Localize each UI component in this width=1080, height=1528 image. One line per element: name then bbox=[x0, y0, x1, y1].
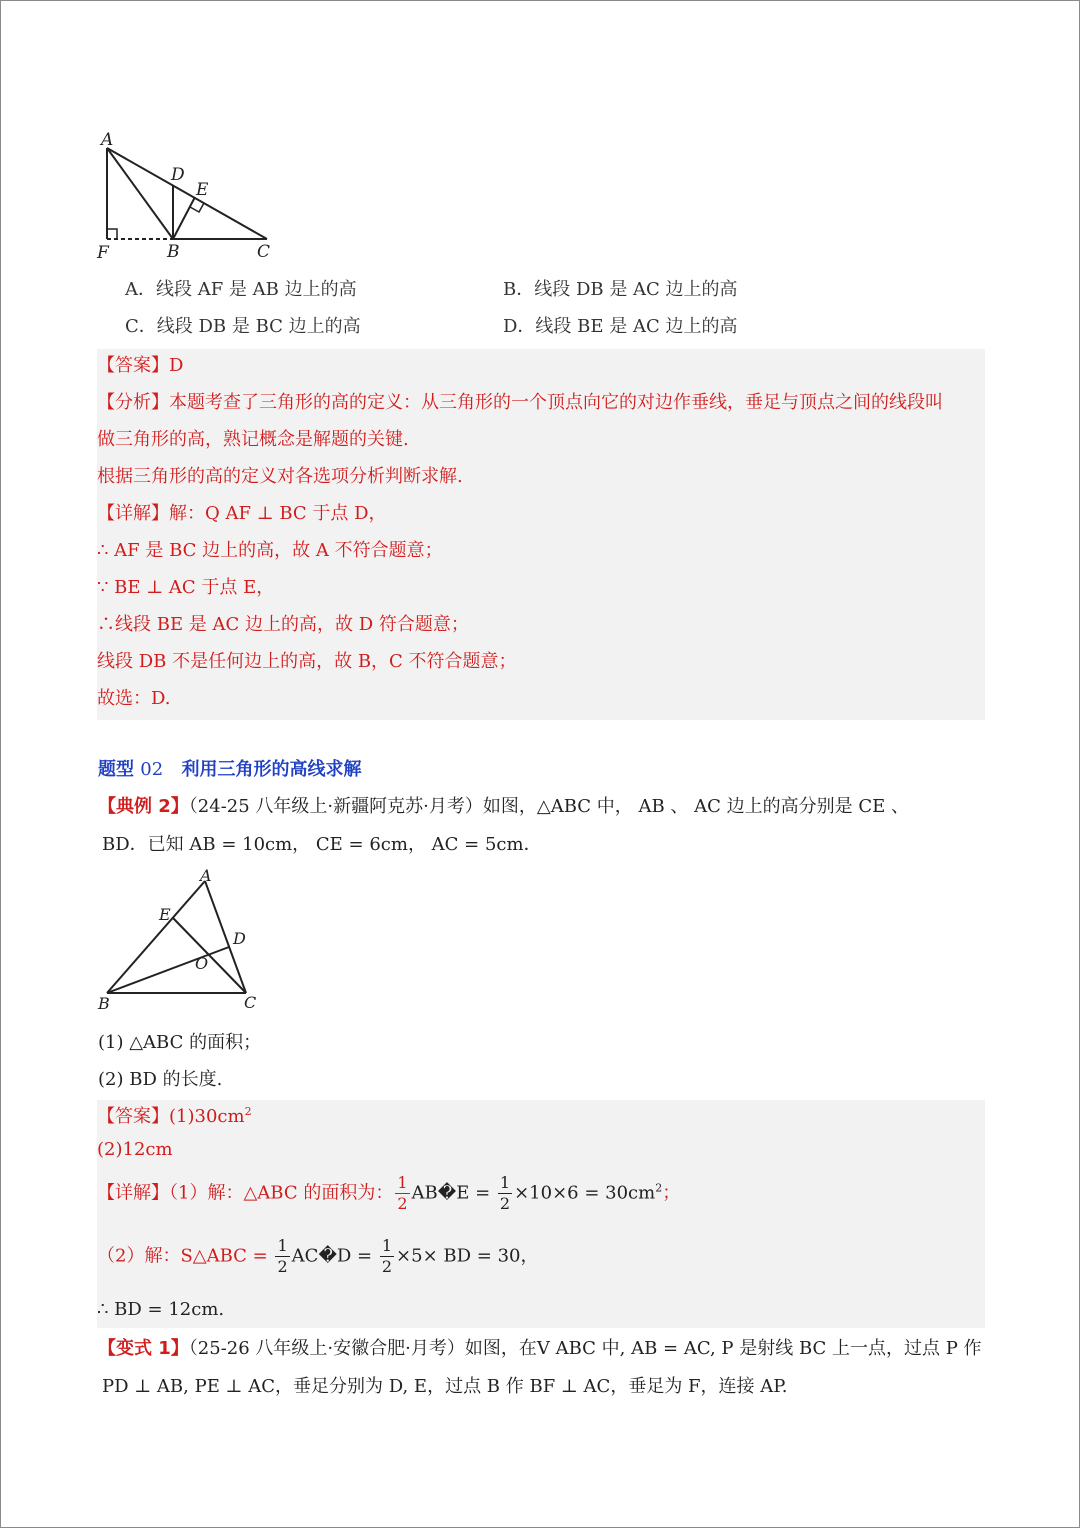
option-b: B．线段 DB 是 AC 边上的高 bbox=[503, 279, 738, 300]
detail-line: ∵ BE ⊥ AC 于点 E， bbox=[97, 577, 275, 598]
fig1-label-A: A bbox=[101, 130, 114, 150]
fig1-label-C: C bbox=[257, 242, 271, 262]
answer-line: 【答案】D bbox=[97, 355, 184, 376]
fig1-label-D: D bbox=[171, 165, 185, 185]
answer-box-1 bbox=[97, 349, 985, 720]
detail-line: ∴ AF 是 BC 边上的高，故 A 不符合题意； bbox=[97, 540, 443, 561]
variant1-tag: 【变式 1】 bbox=[98, 1338, 189, 1359]
detail-line: ∴线段 BE 是 AC 边上的高，故 D 符合题意； bbox=[97, 614, 469, 635]
answer-box-2 bbox=[97, 1100, 985, 1328]
fraction-denominator: 2 bbox=[397, 1194, 408, 1213]
detail2-prefix1: 【详解】（1）解：△ABC 的面积为： bbox=[97, 1182, 394, 1204]
example2-tag: 【典例 2】 bbox=[98, 796, 189, 817]
detail2-expr2: AC�D = bbox=[291, 1245, 378, 1267]
fraction-numerator: 1 bbox=[499, 1173, 511, 1192]
analysis-line: 【分析】本题考查了三角形的高的定义：从三角形的一个顶点向它的对边作垂线，垂足与顶点之间的线段叫 bbox=[97, 392, 943, 413]
option-a: A．线段 AF 是 AB 边上的高 bbox=[125, 279, 357, 300]
fraction-denominator: 2 bbox=[381, 1257, 393, 1276]
subquestion-1: (1) △ABC 的面积； bbox=[98, 1032, 262, 1053]
fraction-denominator: 2 bbox=[499, 1194, 511, 1213]
section-title: 利用三角形的高线求解 bbox=[181, 759, 362, 780]
detail-line: 故选：D. bbox=[97, 688, 171, 709]
answer2-line1: 【答案】$(1)30cm^2$ bbox=[97, 1105, 252, 1127]
fig2-label-O: O bbox=[195, 954, 209, 973]
section-heading bbox=[98, 755, 361, 781]
detail-line: 线段 DB 不是任何边上的高，故 B，C 不符合题意； bbox=[97, 651, 517, 672]
variant1-text: （25-26 八年级上·安徽合肥·月考）如图，在V ABC 中, AB = AC, P 是射线 BC 上一点，过点 P 作 bbox=[188, 1338, 982, 1359]
option-c: C．线段 DB 是 BC 边上的高 bbox=[125, 316, 361, 337]
answer2-tag: 【答案】 bbox=[97, 1106, 169, 1127]
fig1-label-B: B bbox=[167, 242, 180, 262]
detail2-line2 bbox=[97, 1236, 538, 1277]
subquestion-2: (2) BD 的长度. bbox=[98, 1069, 223, 1090]
example2-text: （24-25 八年级上·新疆阿克苏·月考）如图，△ABC 中， AB 、 AC 边上的高分别是 CE 、 bbox=[188, 796, 909, 817]
option-d: D．线段 BE 是 AC 边上的高 bbox=[503, 316, 738, 337]
detail2-conclusion: ∴ BD = 12cm. bbox=[97, 1299, 225, 1320]
fig1-label-E: E bbox=[196, 180, 209, 200]
answer2-line2: (2)12cm bbox=[97, 1139, 173, 1160]
detail-line: 【详解】解：Q AF ⊥ BC 于点 D， bbox=[97, 503, 387, 524]
fig2-label-B: B bbox=[98, 994, 110, 1013]
variant1-line1 bbox=[98, 1334, 982, 1360]
variant1-line2: PD ⊥ AB, PE ⊥ AC，垂足分别为 D, E，过点 B 作 BF ⊥ AC，垂足为 F，连接 AP. bbox=[102, 1376, 788, 1397]
detail2-line1: 【详解】（1）解：△ABC 的面积为： $\frac{1}{2}$ AB�E = $\frac{1}{2}$ $\times 10\times 6 = 30cm^2$； bbox=[97, 1173, 681, 1213]
fraction-denominator: 2 bbox=[277, 1257, 288, 1276]
fig2-label-A: A bbox=[200, 866, 212, 885]
figure-triangle-2 bbox=[95, 866, 270, 1016]
example2-line1 bbox=[98, 792, 909, 818]
section-label: 题型 bbox=[98, 759, 134, 780]
analysis-line: 根据三角形的高的定义对各选项分析判断求解. bbox=[97, 466, 463, 487]
detail2-semicolon: ； bbox=[662, 1182, 681, 1204]
analysis-line: 做三角形的高，熟记概念是解题的关键. bbox=[97, 429, 409, 450]
fraction-numerator: 1 bbox=[381, 1236, 393, 1255]
figure-triangle-1 bbox=[95, 128, 285, 263]
detail2-result1: ×10×6 = 30cm bbox=[514, 1182, 656, 1204]
fig1-label-F: F bbox=[97, 243, 109, 263]
example2-line2: BD．已知 AB = 10cm， CE = 6cm， AC = 5cm． bbox=[102, 834, 542, 855]
section-number: 02 bbox=[140, 759, 164, 780]
answer2-value1: (1)30cm bbox=[169, 1106, 245, 1127]
fraction-numerator: 1 bbox=[397, 1173, 408, 1192]
fig2-label-D: D bbox=[233, 929, 246, 948]
fraction-numerator: 1 bbox=[277, 1236, 288, 1255]
detail2-prefix2: （2）解：S△ABC = bbox=[97, 1245, 274, 1267]
fig2-label-C: C bbox=[244, 993, 257, 1012]
detail2-expr1: AB�E = bbox=[411, 1182, 496, 1204]
fig2-label-E: E bbox=[159, 905, 171, 924]
detail2-result2: ×5× BD = 30， bbox=[396, 1245, 539, 1267]
